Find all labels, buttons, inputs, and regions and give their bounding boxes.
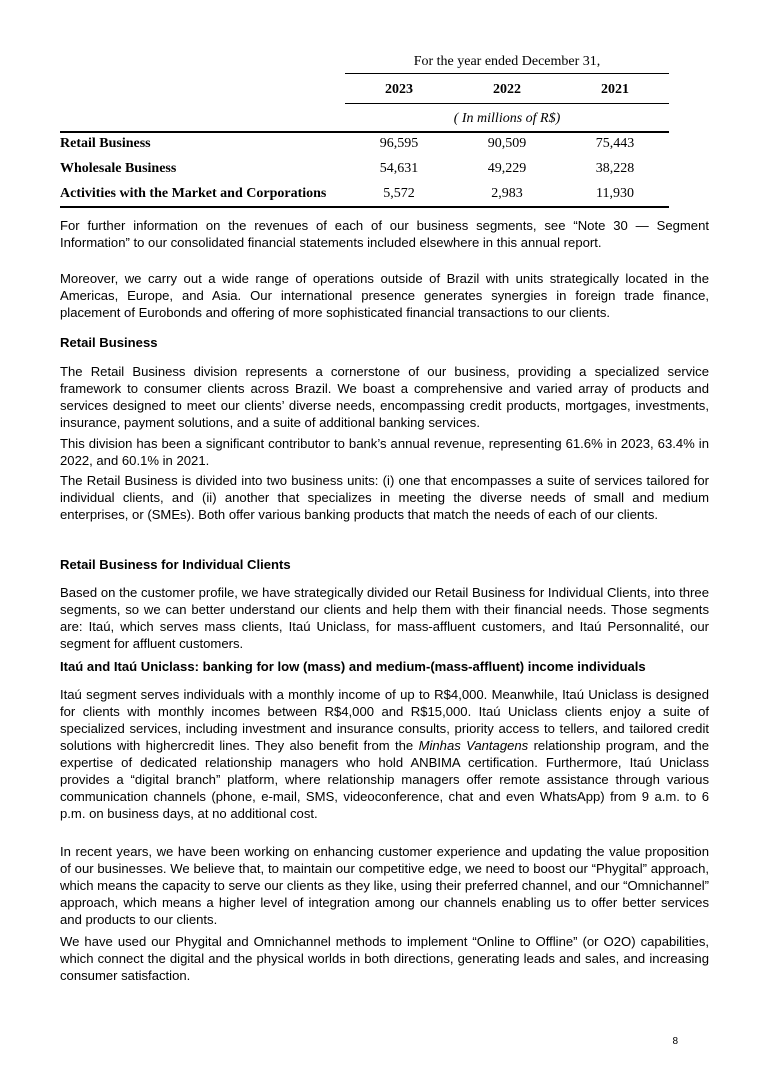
section-heading: Retail Business xyxy=(60,335,158,350)
year-2022: 2022 xyxy=(493,82,521,97)
section-heading: Itaú and Itaú Uniclass: banking for low (mass) and medium-(mass-affluent) income individuals xyxy=(60,659,646,674)
year-2023: 2023 xyxy=(385,82,413,97)
cell-value: 38,228 xyxy=(595,161,635,176)
cell-value: 5,572 xyxy=(383,186,415,201)
cell-value: 2,983 xyxy=(491,186,523,201)
program-name: Minhas Vantagens xyxy=(418,738,529,753)
cell-value: 96,595 xyxy=(379,136,419,151)
period-header: For the year ended December 31, xyxy=(413,54,601,69)
year-2021: 2021 xyxy=(601,82,629,97)
year-header-row xyxy=(345,80,669,100)
paragraph: For further information on the revenues of each of our business segments, see “Note 30 — Segment Information” to our consolidated financial statements included elsewhere in this annual report. xyxy=(60,218,709,250)
paragraph xyxy=(60,686,709,822)
paragraph: In recent years, we have been working on enhancing customer experience and updating the value proposition of our businesses. We believe that, to maintain our competitive edge, we need to boost our “Phygital” approach, which means the capacity to serve our clients as they like, using their preferred channel, and our “Omnichannel” approach, which means a higher level of integration among our channels enabling us to offer better services and products to our clients. xyxy=(60,844,709,927)
table-row xyxy=(60,133,669,155)
row-label: Wholesale Business xyxy=(60,161,177,176)
section-heading: Retail Business for Individual Clients xyxy=(60,557,291,572)
row-label: Activities with the Market and Corporations xyxy=(60,186,327,201)
paragraph: Moreover, we carry out a wide range of operations outside of Brazil with units strategically located in the Americas, Europe, and Asia. Our international presence generates synergies in foreign trade finance, placement of Eurobonds and offering of more sophisticated financial transactions to our clients. xyxy=(60,271,709,320)
cell-value: 49,229 xyxy=(487,161,527,176)
table-row xyxy=(60,158,669,180)
unit-label: ( In millions of R$) xyxy=(453,111,561,126)
paragraph: We have used our Phygital and Omnichannel methods to implement “Online to Offline” (or O2O) capabilities, which connect the digital and the physical worlds in both directions, generating leads and sales, and increasing consumer satisfaction. xyxy=(60,934,709,983)
table-rule xyxy=(60,206,669,208)
paragraph: Based on the customer profile, we have strategically divided our Retail Business for Individual Clients, into three segments, so we can better understand our clients and help them with their financial needs. Those segments are: Itaú, which serves mass clients, Itaú Uniclass, for mass-affluent customers, and Itaú Personnalité, our segment for affluent customers. xyxy=(60,585,709,651)
page-number: 8 xyxy=(672,1036,678,1047)
paragraph-text: relationship program, and the expertise of dedicated relationship managers who hold ANBIMA certification. Furthermore, Itaú Uniclass provides a “digital branch” platform, where relationship managers offer remote assistance through various communication channels (phone, e-mail, SMS, videoconference, chat and even WhatsApp) from 9 a.m. to 6 p.m. on business days, at no additional cost. xyxy=(60,738,709,821)
table-rule xyxy=(345,103,669,104)
cell-value: 90,509 xyxy=(487,136,527,151)
cell-value: 75,443 xyxy=(595,136,635,151)
paragraph: This division has been a significant contributor to bank’s annual revenue, representing 61.6% in 2023, 63.4% in 2022, and 60.1% in 2021. xyxy=(60,436,709,468)
paragraph-text: Itaú segment serves individuals with a monthly income of up to R$4,000. Meanwhile, Itaú Uniclass is designed for clients with monthly incomes between R$4,000 and R$15,000. Itaú Uniclass clients enjoy a suite of specialized services, including investment and insurance consults, priority access to tellers, and tailored credit solutions with highercredit lines. They also benefit from the xyxy=(60,687,709,753)
cell-value: 11,930 xyxy=(596,186,634,201)
table-row xyxy=(60,183,669,205)
paragraph: The Retail Business is divided into two business units: (i) one that encompasses a suite of services tailored for individual clients, and (ii) another that specializes in meeting the diverse needs of small and medium enterprises, or (SMEs). Both offer various banking products that match the needs of each of our clients. xyxy=(60,473,709,522)
paragraph: The Retail Business division represents a cornerstone of our business, providing a specialized service framework to consumer clients across Brazil. We boast a comprehensive and varied array of products and services designed to meet our clients’ diverse needs, encompassing credit products, mortgages, investments, insurance, payment solutions, and a suite of additional banking services. xyxy=(60,364,709,430)
table-rule xyxy=(345,73,669,74)
row-label: Retail Business xyxy=(60,136,151,151)
cell-value: 54,631 xyxy=(379,161,419,176)
